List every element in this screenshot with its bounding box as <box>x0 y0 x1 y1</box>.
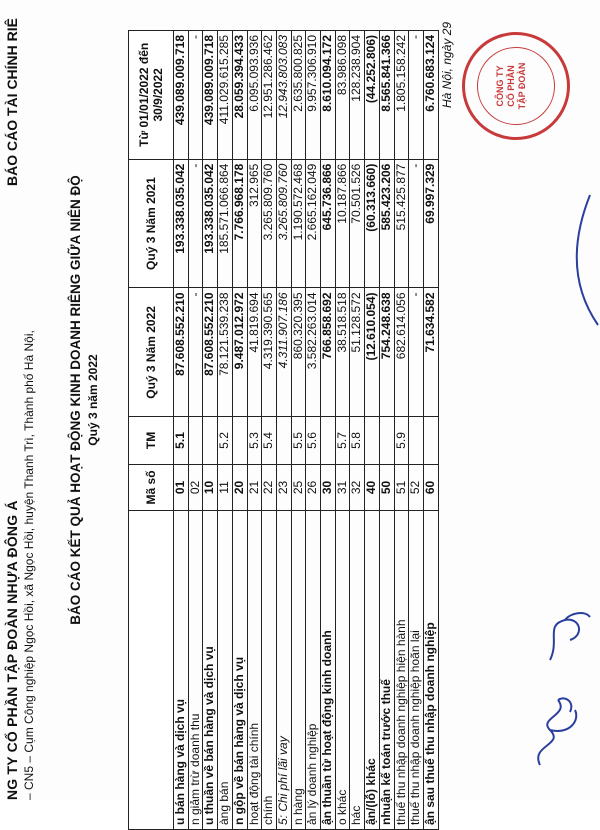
row-code: 11 <box>218 464 233 511</box>
row-q3-2021: 1.190.572.468 <box>291 159 306 288</box>
table-row <box>394 31 409 830</box>
row-code: 60 <box>423 464 438 511</box>
row-note: 5.9 <box>394 417 409 464</box>
row-code: 26 <box>306 464 321 511</box>
row-ytd: 1.805.158.242 <box>394 31 409 160</box>
row-code: 30 <box>321 464 336 511</box>
row-note <box>276 417 291 464</box>
row-q3-2022: 9.487.012.972 <box>232 288 247 417</box>
row-q3-2022: (12.610.054) <box>365 288 380 417</box>
row-item: hác <box>350 511 365 830</box>
row-note <box>409 417 424 464</box>
row-item: ận/(lỗ) khác <box>365 511 380 830</box>
row-note <box>232 417 247 464</box>
row-item: u thuần về bán hàng và dịch vụ <box>203 511 218 830</box>
row-q3-2021: 70.501.526 <box>350 159 365 288</box>
row-note <box>379 417 394 464</box>
row-note: 5.8 <box>350 417 365 464</box>
report-title: BÁO CÁO KẾT QUẢ HOẠT ĐỘNG KINH DOANH RIÊNG GIỮA NIÊN ĐỘ <box>68 175 83 625</box>
row-item: ận sau thuế thu nhập doanh nghiệp <box>423 511 438 830</box>
row-code: 22 <box>262 464 277 511</box>
row-q3-2021: 312.965 <box>247 159 262 288</box>
seal-line3: TẬP ĐOÀN <box>517 62 527 110</box>
row-q3-2022: - <box>409 288 424 417</box>
table-row <box>247 31 262 830</box>
company-address: – CN5 – Cụm Công nghiệp Ngọc Hồi, xã Ngọc Hồi, huyện Thanh Trì, Thành phố Hà Nội, <box>22 330 36 800</box>
row-q3-2021: 193.338.035.042 <box>203 159 218 288</box>
income-statement-table <box>128 30 439 830</box>
row-code: 51 <box>394 464 409 511</box>
row-q3-2021: 2.665.162.049 <box>306 159 321 288</box>
row-q3-2022: 38.518.518 <box>335 288 350 417</box>
row-item: 5: Chi phí lãi vay <box>276 511 291 830</box>
row-note <box>203 417 218 464</box>
row-ytd: 8.565.841.366 <box>379 31 394 160</box>
row-item: o khác <box>335 511 350 830</box>
header-code: Mã số <box>129 464 174 511</box>
date-note: Hà Nội, ngày 29 <box>440 21 454 108</box>
row-item: u bán hàng và dịch vụ <box>174 511 189 830</box>
row-item: thuế thu nhập doanh nghiệp hiện hành <box>394 511 409 830</box>
header-q3-2021: Quý 3 Năm 2021 <box>129 159 174 288</box>
row-q3-2022: 87.608.552.210 <box>174 288 189 417</box>
row-q3-2021: 585.423.206 <box>379 159 394 288</box>
row-code: 20 <box>232 464 247 511</box>
row-q3-2022: 41.819.694 <box>247 288 262 417</box>
row-item: ận thuần từ hoạt động kinh doanh <box>321 511 336 830</box>
row-q3-2021: 185.571.066.864 <box>218 159 233 288</box>
table-row <box>276 31 291 830</box>
row-item: hoạt động tài chính <box>247 511 262 830</box>
row-q3-2021: 10.187.866 <box>335 159 350 288</box>
row-ytd: (44.252.806) <box>365 31 380 160</box>
row-q3-2022: 78.121.539.238 <box>218 288 233 417</box>
row-note: 5.1 <box>174 417 189 464</box>
row-note: 5.4 <box>262 417 277 464</box>
table-row <box>232 31 247 830</box>
row-ytd: - <box>188 31 203 160</box>
signature <box>520 690 590 770</box>
table-row <box>335 31 350 830</box>
row-ytd: 2.635.800.825 <box>291 31 306 160</box>
row-code: 40 <box>365 464 380 511</box>
report-period: Quý 3 năm 2022 <box>86 354 100 446</box>
row-q3-2022: 682.614.056 <box>394 288 409 417</box>
row-q3-2021: (60.313.660) <box>365 159 380 288</box>
row-q3-2022: 860.320.395 <box>291 288 306 417</box>
row-q3-2022: 87.608.552.210 <box>203 288 218 417</box>
signature-arc <box>560 190 600 330</box>
table-row <box>188 31 203 830</box>
row-q3-2022: 4.311.907.186 <box>276 288 291 417</box>
row-q3-2021: 3.265.809.760 <box>276 159 291 288</box>
company-name: NG TY CỔ PHẦN TẬP ĐOÀN NHỰA ĐÔNG Á <box>4 500 20 800</box>
row-ytd: 8.610.094.172 <box>321 31 336 160</box>
row-q3-2021: 7.766.968.178 <box>232 159 247 288</box>
row-note: 5.7 <box>335 417 350 464</box>
row-q3-2021: - <box>188 159 203 288</box>
row-note: 5.2 <box>218 417 233 464</box>
row-q3-2021: 3.265.809.760 <box>262 159 277 288</box>
table-body <box>174 31 439 830</box>
row-ytd: 9.957.306.910 <box>306 31 321 160</box>
row-ytd: 411.029.615.285 <box>218 31 233 160</box>
row-code: 32 <box>350 464 365 511</box>
table-row <box>174 31 189 830</box>
row-ytd: 12.943.803.083 <box>276 31 291 160</box>
row-ytd: 6.095.093.936 <box>247 31 262 160</box>
row-q3-2021: 645.736.866 <box>321 159 336 288</box>
row-q3-2022: 754.248.638 <box>379 288 394 417</box>
row-code: 31 <box>335 464 350 511</box>
table-row <box>291 31 306 830</box>
row-q3-2021: 69.997.329 <box>423 159 438 288</box>
row-code: 52 <box>409 464 424 511</box>
row-note <box>321 417 336 464</box>
seal-text <box>495 35 528 137</box>
table-row <box>423 31 438 830</box>
row-code: 25 <box>291 464 306 511</box>
row-code: 02 <box>188 464 203 511</box>
row-q3-2021: - <box>409 159 424 288</box>
row-item: thuế thu nhập doanh nghiệp hoãn lại <box>409 511 424 830</box>
seal-line1: CÔNG TY <box>495 65 505 107</box>
row-ytd: 83.986.098 <box>335 31 350 160</box>
row-code: 01 <box>174 464 189 511</box>
header-item <box>129 511 174 830</box>
table-row <box>409 31 424 830</box>
row-ytd: - <box>409 31 424 160</box>
row-ytd: 439.089.009.718 <box>174 31 189 160</box>
row-note: 5.6 <box>306 417 321 464</box>
header-note: TM <box>129 417 174 464</box>
row-note <box>423 417 438 464</box>
table-row <box>218 31 233 830</box>
row-code: 21 <box>247 464 262 511</box>
row-q3-2022: 71.634.582 <box>423 288 438 417</box>
signature-2 <box>540 605 595 665</box>
row-q3-2022: 766.858.692 <box>321 288 336 417</box>
row-ytd: 128.238.904 <box>350 31 365 160</box>
row-item: nhuận kế toán trước thuế <box>379 511 394 830</box>
row-item: ản lý doanh nghiệp <box>306 511 321 830</box>
row-item: chính <box>262 511 277 830</box>
row-q3-2022: 4.319.390.565 <box>262 288 277 417</box>
row-note <box>188 417 203 464</box>
table-row <box>262 31 277 830</box>
row-note: 5.5 <box>291 417 306 464</box>
table-row <box>203 31 218 830</box>
row-q3-2022: 3.582.263.014 <box>306 288 321 417</box>
table-row <box>365 31 380 830</box>
table-row <box>379 31 394 830</box>
row-ytd: 12.951.286.462 <box>262 31 277 160</box>
row-ytd: 28.059.394.433 <box>232 31 247 160</box>
row-ytd: 6.760.683.124 <box>423 31 438 160</box>
table-header-row <box>129 31 174 830</box>
row-code: 10 <box>203 464 218 511</box>
row-item: àng bán <box>218 511 233 830</box>
row-q3-2022: - <box>188 288 203 417</box>
row-note: 5.3 <box>247 417 262 464</box>
report-type: BÁO CÁO TÀI CHÍNH RIÊ <box>4 18 20 186</box>
table-row <box>306 31 321 830</box>
row-ytd: 439.089.009.718 <box>203 31 218 160</box>
header-ytd: Từ 01/01/2022 đến 30/9/2022 <box>129 31 174 160</box>
row-q3-2021: 515.425.877 <box>394 159 409 288</box>
row-code: 23 <box>276 464 291 511</box>
company-seal <box>462 32 570 140</box>
header-q3-2022: Quý 3 Năm 2022 <box>129 288 174 417</box>
row-item: n hàng <box>291 511 306 830</box>
table-row <box>350 31 365 830</box>
row-note <box>365 417 380 464</box>
row-q3-2021: 193.338.035.042 <box>174 159 189 288</box>
row-item: n gộp về bán hàng và dịch vụ <box>232 511 247 830</box>
table-row <box>321 31 336 830</box>
row-q3-2022: 51.128.572 <box>350 288 365 417</box>
row-item: n giảm trừ doanh thu <box>188 511 203 830</box>
seal-line2: CỔ PHẦN <box>506 65 516 107</box>
row-code: 50 <box>379 464 394 511</box>
